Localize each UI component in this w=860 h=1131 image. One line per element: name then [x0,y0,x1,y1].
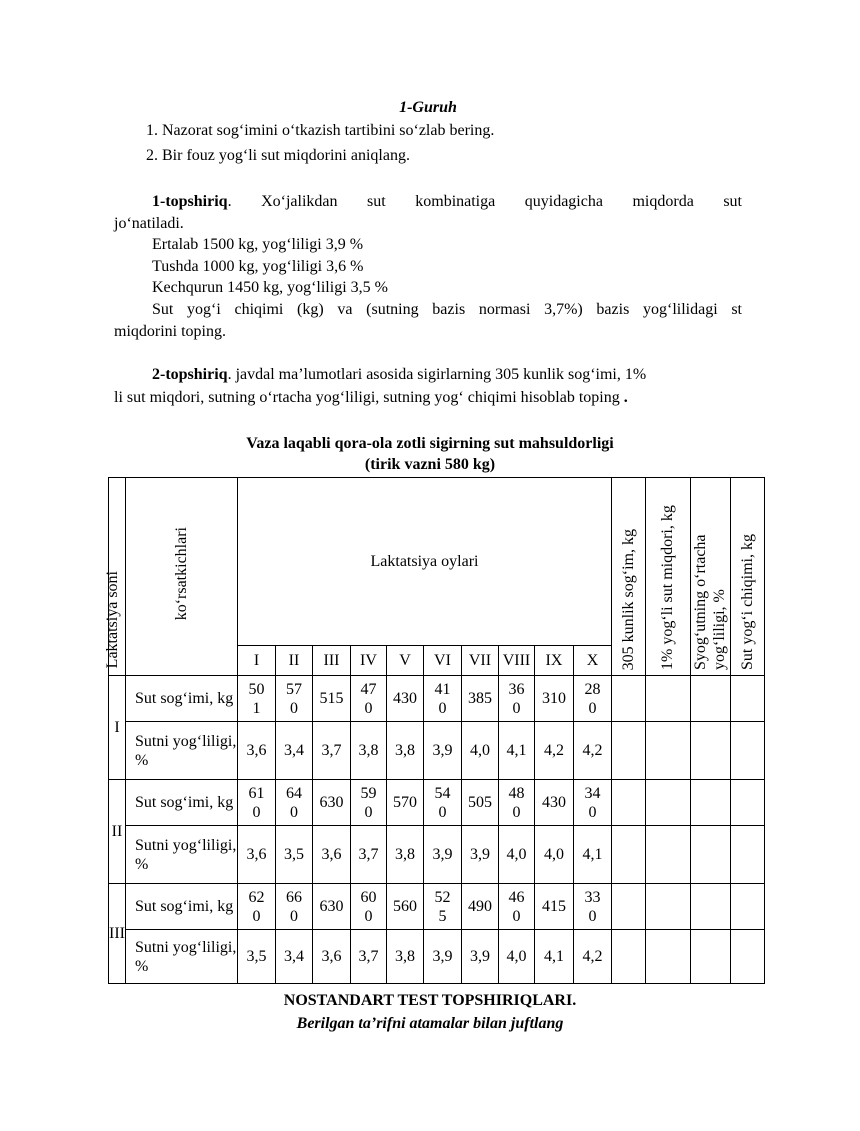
milk-productivity-table [104,477,765,984]
milk-value: 460 [498,884,534,930]
month-header: VIII [498,646,534,676]
lactation-number: III [109,884,126,984]
milk-yield-label: Sut sog‘imi, kg [125,884,237,930]
month-header: III [312,646,350,676]
milk-yield-label: Sut sog‘imi, kg [125,780,237,826]
table-title: Vaza laqabli qora-ola zotli sigirning sut mahsuldorligi [246,435,614,452]
task1-text-cont: jo‘natiladi. [114,215,184,232]
task1-label: 1-topshiriq [152,193,228,210]
milk-value: 385 [461,676,498,722]
group-title: 1-Guruh [399,99,457,116]
task2-text-line2: li sut miqdori, sutning o‘rtacha yog‘liligi, sutning yog‘ chiqimi hisoblab toping [114,389,620,406]
fat-value: 3,7 [350,826,386,884]
avg-fat-header: Syog‘utning o‘rtacha yog‘liligi, % [690,478,730,676]
milk-value: 505 [461,780,498,826]
month-header: V [386,646,423,676]
fat-value: 3,6 [312,826,350,884]
empty-cell [611,884,645,930]
milk-value: 620 [237,884,275,930]
milk-value: 540 [423,780,461,826]
empty-cell [690,884,730,930]
empty-cell [645,780,690,826]
empty-cell [611,676,645,722]
milk-value: 330 [573,884,611,930]
milk-value: 630 [312,884,350,930]
fat-value: 3,9 [461,826,498,884]
fat-content-label: Sutni yog‘liligi, % [125,826,237,884]
fat-value: 3,4 [275,722,312,780]
empty-cell [730,780,764,826]
fat-value: 4,1 [573,826,611,884]
empty-cell [730,930,764,984]
lactation-header: Laktatsiya soni [109,478,126,676]
fat-value: 3,6 [237,826,275,884]
fat-value: 3,8 [350,722,386,780]
fat-value: 3,7 [312,722,350,780]
milk-value: 525 [423,884,461,930]
milk-value: 660 [275,884,312,930]
fat-value: 3,4 [275,930,312,984]
fat-value: 3,8 [386,930,423,984]
fat-yield-header: Sut yog‘i chiqimi, kg [730,478,764,676]
yield-305-header: 305 kunlik sog‘im, kg [611,478,645,676]
task1-text: . Xo‘jalikdan sut kombinatiga quyidagicha miqdorda sut [227,193,742,210]
milk-value: 590 [350,780,386,826]
fat-value: 4,0 [498,930,534,984]
empty-cell [690,676,730,722]
task1-item-morning: Ertalab 1500 kg, yog‘liligi 3,9 % [152,236,364,253]
fat-value: 3,9 [423,722,461,780]
empty-cell [730,676,764,722]
months-header: Laktatsiya oylari [237,478,611,646]
question-1: 1. Nazorat sog‘imini o‘tkazish tartibini so‘zlab bering. [146,122,495,139]
empty-cell [690,930,730,984]
month-header: X [573,646,611,676]
empty-cell [611,722,645,780]
milk-value: 360 [498,676,534,722]
task2-text-end: . [623,389,628,406]
fat-value: 4,0 [461,722,498,780]
task2-text-cont [114,389,628,407]
month-header: VI [423,646,461,676]
footer-title: NOSTANDART TEST TOPSHIRIQLARI. [283,992,577,1009]
fat-value: 3,7 [350,930,386,984]
empty-cell [645,826,690,884]
empty-cell [645,722,690,780]
fat-value: 3,9 [423,826,461,884]
fat-value: 4,2 [573,930,611,984]
fat-content-label: Sutni yog‘liligi, % [125,722,237,780]
empty-cell [730,826,764,884]
fat-value: 3,9 [423,930,461,984]
milk-value: 560 [386,884,423,930]
task2-intro [152,366,646,384]
empty-cell [730,884,764,930]
table-subtitle: (tirik vazni 580 kg) [364,456,496,473]
fat-value: 3,8 [386,722,423,780]
task1-intro [152,193,742,211]
fat-value: 3,6 [237,722,275,780]
milk-value: 490 [461,884,498,930]
milk-value: 470 [350,676,386,722]
footer-subtitle: Berilgan ta’rifni atamalar bilan juftlang [296,1015,564,1032]
fat-value: 4,1 [498,722,534,780]
empty-cell [690,722,730,780]
milk-value: 610 [237,780,275,826]
milk-value: 310 [534,676,573,722]
fat-content-label: Sutni yog‘liligi, % [125,930,237,984]
fat-value: 4,0 [498,826,534,884]
milk-value: 515 [312,676,350,722]
empty-cell [611,780,645,826]
empty-cell [730,722,764,780]
lactation-number: I [109,676,126,780]
empty-cell [645,884,690,930]
fat-value: 4,1 [534,930,573,984]
month-header: VII [461,646,498,676]
one-percent-milk-header: 1% yog‘li sut miqdori, kg [645,478,690,676]
empty-cell [611,930,645,984]
fat-value: 3,6 [312,930,350,984]
empty-cell [690,780,730,826]
empty-cell [645,676,690,722]
fat-value: 3,5 [275,826,312,884]
milk-value: 280 [573,676,611,722]
milk-value: 640 [275,780,312,826]
fat-value: 3,8 [386,826,423,884]
task2-text: . javdal ma’lumotlari asosida sigirlarning 305 kunlik sog‘imi, 1% [227,366,647,383]
task2-label: 2-topshiriq [152,366,228,383]
month-header: IV [350,646,386,676]
lactation-number: II [109,780,126,884]
milk-value: 570 [386,780,423,826]
milk-value: 415 [534,884,573,930]
month-header: IX [534,646,573,676]
task1-item-evening: Kechqurun 1450 kg, yog‘liligi 3,5 % [152,279,388,296]
empty-cell [690,826,730,884]
milk-value: 340 [573,780,611,826]
task1-question-cont: miqdorini toping. [114,323,226,340]
empty-cell [611,826,645,884]
milk-value: 480 [498,780,534,826]
milk-value: 630 [312,780,350,826]
milk-value: 430 [534,780,573,826]
milk-value: 600 [350,884,386,930]
indicators-header: ko‘rsatkichlari [125,478,237,676]
question-2: 2. Bir fouz yog‘li sut miqdorini aniqlang. [146,147,410,164]
fat-value: 4,2 [573,722,611,780]
fat-value: 3,9 [461,930,498,984]
fat-value: 4,2 [534,722,573,780]
fat-value: 3,5 [237,930,275,984]
milk-value: 501 [237,676,275,722]
empty-cell [645,930,690,984]
month-header: II [275,646,312,676]
fat-value: 4,0 [534,826,573,884]
task1-question: Sut yog‘i chiqimi (kg) va (sutning bazis normasi 3,7%) bazis yog‘lilidagi st [152,301,742,318]
milk-value: 570 [275,676,312,722]
task1-item-noon: Tushda 1000 kg, yog‘liligi 3,6 % [152,258,364,275]
milk-value: 410 [423,676,461,722]
milk-value: 430 [386,676,423,722]
month-header: I [237,646,275,676]
milk-yield-label: Sut sog‘imi, kg [125,676,237,722]
